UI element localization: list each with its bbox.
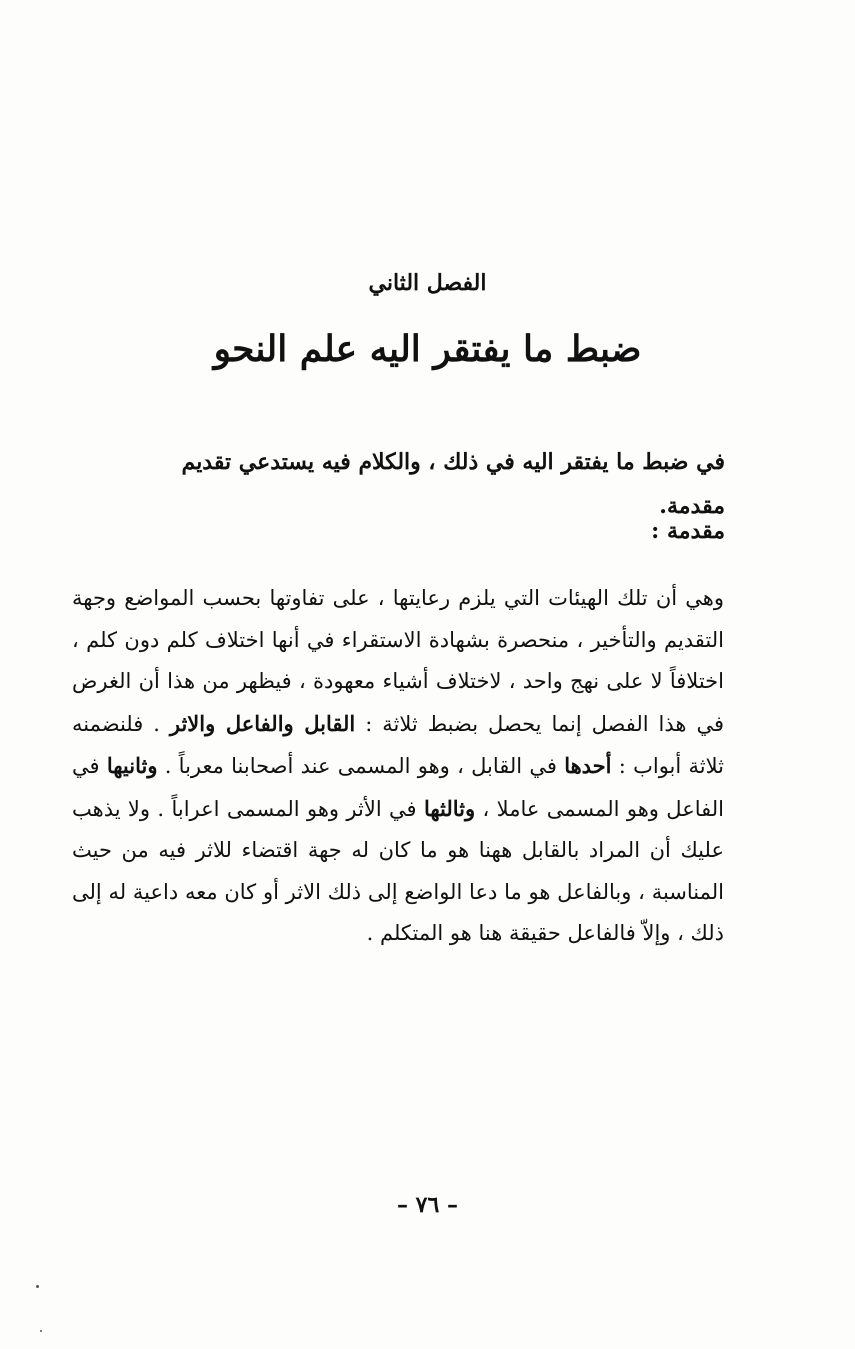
highlighted-term-three-components: القابل والفاعل والاثر [169, 710, 356, 736]
body-paragraph [72, 578, 724, 955]
body-text-part-2: . فلنضمنه ثلاثة أبواب : [72, 711, 724, 778]
page-number: – ٧٦ – [397, 1192, 458, 1218]
paper-speck [40, 1330, 42, 1332]
highlighted-term-second: وثانيها [106, 753, 158, 778]
body-text-part-3: في القابل ، وهو المسمى عند أصحابنا معرباً . [164, 754, 557, 778]
chapter-title: ضبط ما يفتقر اليه علم النحو [213, 328, 642, 370]
body-text-part-1: وهي أن تلك الهيئات التي يلزم رعايتها ، على تفاوتها بحسب المواضع وجهة التقديم والتأخير ، منحصرة بشهادة الاستقراء في أنها اختلاف كلم دون كلم ، اختلافاً لا على نهج واحد ، لاختلاف أشياء معهودة ، فيظهر من هذا أن الغرض في هذا الفصل إنما يحصل بضبط ثلاثة : [72, 586, 724, 736]
paper-speck [36, 1285, 39, 1288]
highlighted-term-first: أحدها [564, 753, 612, 778]
body-text-part-5: في الأثر وهو المسمى اعراباً . ولا يذهب عليك أن المراد بالقابل ههنا هو ما كان له جهة اقتضاء للاثر فيه من حيث المناسبة ، وبالفاعل هو ما دعا الواضع إلى ذلك الاثر أو كان معه داعية له إلى ذلك ، وإلاّ فالفاعل حقيقة هنا هو المتكلم . [72, 796, 724, 945]
highlighted-term-third: وثالثها [423, 795, 476, 821]
section-heading: مقدمة : [651, 518, 725, 544]
body-text-part-4: في الفاعل وهو المسمى عاملا ، [72, 754, 724, 821]
intro-paragraph: في ضبط ما يفتقر اليه في ذلك ، والكلام فيه يستدعي تقديم مقدمة. [181, 449, 725, 519]
chapter-label: الفصل الثاني [368, 270, 487, 296]
